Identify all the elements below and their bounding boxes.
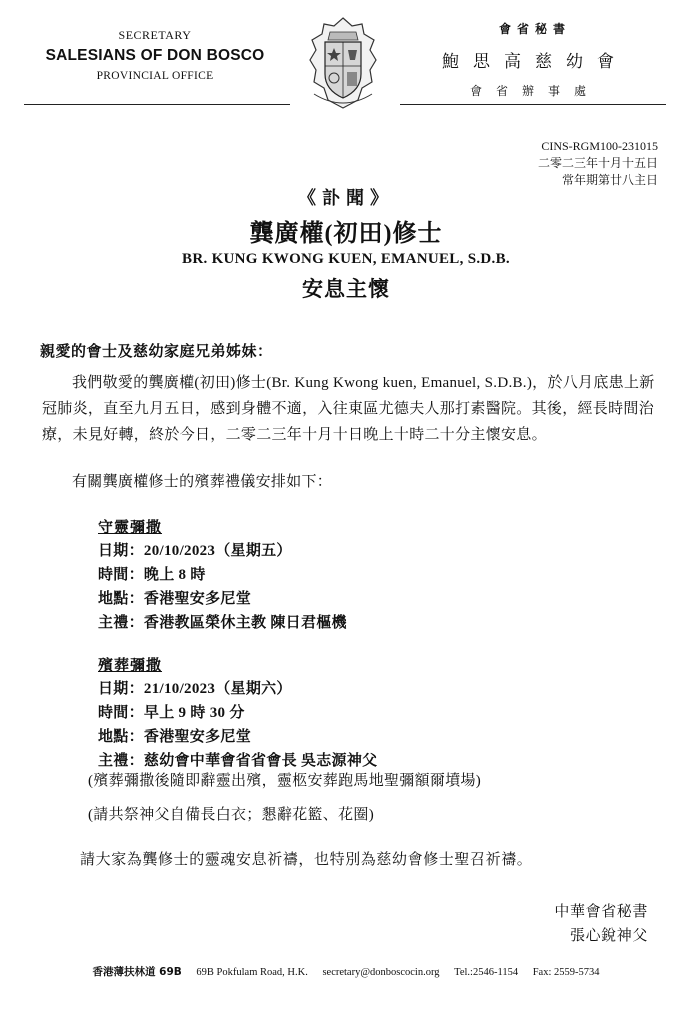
vigil-heading: 守靈彌撒 [98,520,163,536]
crest-logo [300,14,386,114]
footer-fax: Fax: 2559-5734 [532,967,600,978]
funeral-place: 地點：香港聖安多尼堂 [98,729,252,745]
arrangement-intro: 有關龔廣權修士的殯葬禮儀安排如下： [72,474,333,490]
office-en: PROVINCIAL OFFICE [96,70,214,82]
signer-name: 張心銳神父 [569,928,648,944]
burial-note: (殯葬彌撒後隨即辭靈出殯，靈柩安葬跑馬地聖彌額爾墳場) [88,773,482,789]
funeral-mass-section [98,654,377,773]
org-name-cn: 鮑思高慈幼會 [442,52,628,71]
signer-title: 中華會省秘書 [554,904,648,920]
reference-date: 二零二三年十月十五日 [537,156,658,170]
footer-address-en: 69B Pokfulam Road, H.K. [196,967,308,978]
reference-liturgical-week: 常年期第廿八主日 [561,173,658,187]
letterhead-right [400,20,670,99]
header-rule-left [24,104,290,105]
title-block [0,184,692,303]
footer-address-cn: 香港薄扶林道 69B [92,966,182,978]
reference-code: CINS-RGM100-231015 [541,139,658,153]
prayer-request: 請大家為龔修士的靈魂安息祈禱，也特別為慈幼會修士聖召祈禱。 [80,852,533,868]
secretary-en: SECRETARY [118,28,192,42]
signature-block [554,900,648,948]
secretary-cn: 會省秘書 [498,22,571,36]
rest-in-peace: 安息主懷 [302,277,390,301]
header-rule-right [400,104,666,105]
concelebrant-note: (請共祭神父自備長白衣；懇辭花籃、花圈) [88,807,374,823]
reference-block [538,138,658,189]
deceased-name-en: BR. KUNG KWONG KUEN, EMANUEL, S.D.B. [182,251,510,267]
greeting: 親愛的會士及慈幼家庭兄弟姊妹： [40,344,273,360]
footer [0,964,692,979]
vigil-date: 日期：20/10/2023（星期五） [98,543,292,559]
funeral-time: 時間：早上 9 時 30 分 [98,705,245,721]
vigil-place: 地點：香港聖安多尼堂 [98,591,252,607]
vigil-mass-section [98,516,347,635]
footer-tel: Tel.:2546-1154 [454,967,519,978]
obituary-heading: 《訃聞》 [298,188,394,208]
funeral-heading: 殯葬彌撒 [98,658,163,674]
deceased-name-cn: 龔廣權(初田)修士 [249,221,443,247]
vigil-celebrant: 主禮：香港教區榮休主教 陳日君樞機 [98,615,347,631]
letterhead-left [20,28,290,82]
org-name-en: SALESIANS OF DON BOSCO [45,47,265,64]
vigil-time: 時間：晚上 8 時 [98,567,206,583]
office-cn: 會省辦事處 [469,84,600,98]
footer-email: secretary@donboscocin.org [322,967,440,978]
funeral-celebrant: 主禮：慈幼會中華會省省會長 吳志源神父 [98,753,378,769]
funeral-date: 日期：21/10/2023（星期六） [98,681,292,697]
announcement-paragraph: 我們敬愛的龔廣權(初田)修士(Br. Kung Kwong kuen, Emanuel, S.D.B.)，於八月底患上新冠肺炎，直至九月五日，感到身體不適，入往東區尤德夫人那打素醫院。其後，經長時間治療，未見好轉，終於今日，二零二三年十月十日晚上十時二十分主懷安息。 [42,375,655,443]
